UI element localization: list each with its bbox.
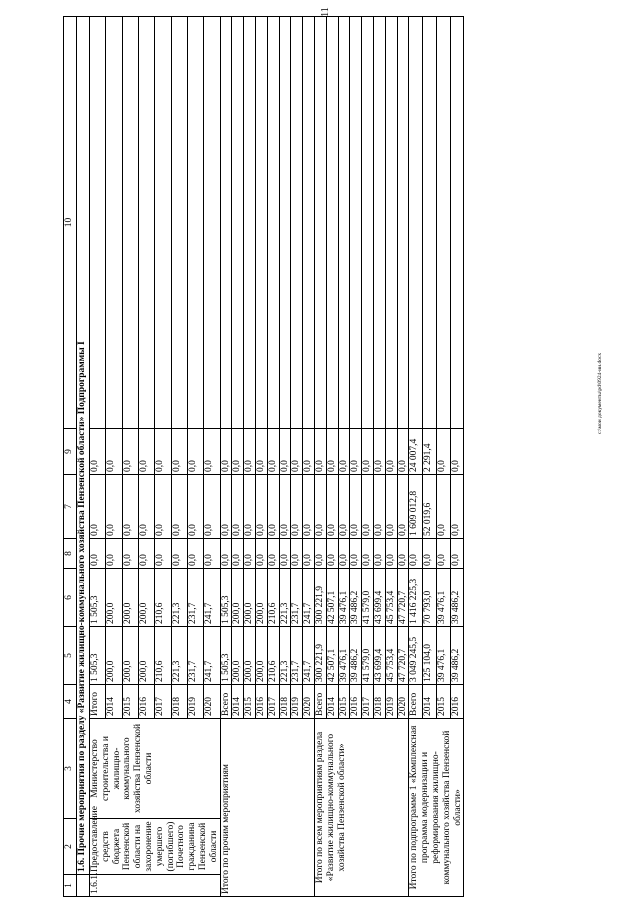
col5-value: 39 486,2 bbox=[450, 627, 464, 685]
col6-value: 200,0 bbox=[106, 569, 122, 627]
col10-value bbox=[326, 17, 338, 429]
col7-value: 0,0 bbox=[385, 475, 397, 539]
col10-value bbox=[279, 17, 291, 429]
year-cell: Всего bbox=[220, 685, 232, 719]
year-cell: 2018 bbox=[171, 685, 187, 719]
col10-value bbox=[122, 17, 138, 429]
col9-value: 2 291,4 bbox=[423, 429, 437, 475]
col5-value: 200,0 bbox=[138, 627, 154, 685]
col7-value: 0,0 bbox=[171, 475, 187, 539]
col8-value: 0,0 bbox=[90, 539, 106, 569]
col5-value: 39 476,1 bbox=[338, 627, 350, 685]
col5-value: 200,0 bbox=[255, 627, 267, 685]
column-number-9: 9 bbox=[64, 429, 77, 475]
col9-value: 0,0 bbox=[450, 429, 464, 475]
col10-value bbox=[423, 17, 437, 429]
col10-value bbox=[362, 17, 374, 429]
total-label: Итого по подпрограмме 1 «Комплексная программа модернизации и реформирования жилищно-коммунального хозяйства Пензенской области» bbox=[409, 719, 464, 897]
col8-value: 0,0 bbox=[373, 539, 385, 569]
col6-value: 200,0 bbox=[232, 569, 244, 627]
col9-value: 0,0 bbox=[436, 429, 450, 475]
col10-value bbox=[267, 17, 279, 429]
col8-value: 0,0 bbox=[232, 539, 244, 569]
col10-value bbox=[90, 17, 106, 429]
col7-value: 0,0 bbox=[138, 475, 154, 539]
col8-value: 0,0 bbox=[409, 539, 423, 569]
col7-value: 0,0 bbox=[155, 475, 171, 539]
col5-value: 3 049 245,5 bbox=[409, 627, 423, 685]
year-cell: 2014 bbox=[106, 685, 122, 719]
col7-value: 0,0 bbox=[338, 475, 350, 539]
col7-value: 0,0 bbox=[220, 475, 232, 539]
col8-value: 0,0 bbox=[106, 539, 122, 569]
col5-value: 125 104,0 bbox=[423, 627, 437, 685]
col6-value: 42 507,1 bbox=[326, 569, 338, 627]
col6-value: 200,0 bbox=[122, 569, 138, 627]
col7-value: 52 019,6 bbox=[423, 475, 437, 539]
col6-value: 241,7 bbox=[204, 569, 220, 627]
col9-value: 0,0 bbox=[314, 429, 326, 475]
col6-value: 39 476,1 bbox=[436, 569, 450, 627]
year-cell: 2016 bbox=[350, 685, 362, 719]
col5-value: 241,7 bbox=[204, 627, 220, 685]
col6-value: 43 699,4 bbox=[373, 569, 385, 627]
column-number-2: 2 bbox=[64, 819, 77, 875]
table-row bbox=[409, 17, 423, 897]
col7-value: 0,0 bbox=[373, 475, 385, 539]
col8-value: 0,0 bbox=[350, 539, 362, 569]
col8-value: 0,0 bbox=[423, 539, 437, 569]
year-cell: 2016 bbox=[255, 685, 267, 719]
col8-value: 0,0 bbox=[326, 539, 338, 569]
year-cell: 2018 bbox=[373, 685, 385, 719]
col10-value bbox=[187, 17, 203, 429]
table-row bbox=[220, 17, 232, 897]
col8-value: 0,0 bbox=[171, 539, 187, 569]
col10-value bbox=[244, 17, 256, 429]
col10-value bbox=[291, 17, 303, 429]
year-cell: 2020 bbox=[204, 685, 220, 719]
col7-value: 0,0 bbox=[204, 475, 220, 539]
col8-value: 0,0 bbox=[122, 539, 138, 569]
table-row bbox=[90, 17, 106, 897]
col5-value: 42 507,1 bbox=[326, 627, 338, 685]
col6-value: 300 221,9 bbox=[314, 569, 326, 627]
col8-value: 0,0 bbox=[187, 539, 203, 569]
col8-value: 0,0 bbox=[155, 539, 171, 569]
col10-value bbox=[232, 17, 244, 429]
col10-value bbox=[350, 17, 362, 429]
total-label: Итого по всем мероприятиям раздела «Развитие жилищно-коммунального хозяйства Пензенской области» bbox=[314, 719, 408, 897]
year-cell: 2014 bbox=[232, 685, 244, 719]
col7-value: 0,0 bbox=[362, 475, 374, 539]
column-number-4: 4 bbox=[64, 685, 77, 719]
column-number-7: 8 bbox=[64, 539, 77, 569]
col7-value: 0,0 bbox=[303, 475, 315, 539]
col9-value: 0,0 bbox=[326, 429, 338, 475]
col7-value: 0,0 bbox=[232, 475, 244, 539]
col10-value bbox=[155, 17, 171, 429]
col9-value: 0,0 bbox=[362, 429, 374, 475]
col9-value: 0,0 bbox=[220, 429, 232, 475]
col9-value: 0,0 bbox=[279, 429, 291, 475]
col10-value bbox=[450, 17, 464, 429]
col5-value: 221,3 bbox=[279, 627, 291, 685]
year-cell: 2015 bbox=[122, 685, 138, 719]
page-number: 11 bbox=[320, 7, 331, 17]
col8-value: 0,0 bbox=[314, 539, 326, 569]
col5-value: 300 221,9 bbox=[314, 627, 326, 685]
col10-value bbox=[106, 17, 122, 429]
section-header-row bbox=[77, 17, 90, 897]
year-cell: Итого bbox=[90, 685, 106, 719]
col9-value: 0,0 bbox=[255, 429, 267, 475]
col8-value: 0,0 bbox=[279, 539, 291, 569]
col10-value bbox=[436, 17, 450, 429]
column-number-header bbox=[64, 17, 77, 897]
col7-value: 0,0 bbox=[106, 475, 122, 539]
col9-value: 0,0 bbox=[90, 429, 106, 475]
col5-value: 200,0 bbox=[244, 627, 256, 685]
year-cell: 2017 bbox=[267, 685, 279, 719]
col5-value: 241,7 bbox=[303, 627, 315, 685]
col5-value: 210,6 bbox=[267, 627, 279, 685]
col5-value: 1 505,3 bbox=[90, 627, 106, 685]
year-cell: 2019 bbox=[385, 685, 397, 719]
col6-value: 1 505,3 bbox=[90, 569, 106, 627]
col6-value: 210,6 bbox=[155, 569, 171, 627]
col9-value: 0,0 bbox=[373, 429, 385, 475]
col10-value bbox=[373, 17, 385, 429]
col9-value: 0,0 bbox=[267, 429, 279, 475]
col8-value: 0,0 bbox=[204, 539, 220, 569]
col8-value: 0,0 bbox=[450, 539, 464, 569]
budget-table bbox=[63, 16, 464, 897]
col6-value: 70 793,0 bbox=[423, 569, 437, 627]
col6-value: 1 416 225,3 bbox=[409, 569, 423, 627]
col7-value: 0,0 bbox=[122, 475, 138, 539]
col5-value: 43 699,4 bbox=[373, 627, 385, 685]
col8-value: 0,0 bbox=[220, 539, 232, 569]
col9-value: 0,0 bbox=[122, 429, 138, 475]
year-cell: 2015 bbox=[244, 685, 256, 719]
year-cell: 2015 bbox=[338, 685, 350, 719]
col8-value: 0,0 bbox=[338, 539, 350, 569]
col10-value bbox=[338, 17, 350, 429]
col6-value: 45 753,4 bbox=[385, 569, 397, 627]
year-cell: 2014 bbox=[326, 685, 338, 719]
col6-value: 39 476,1 bbox=[338, 569, 350, 627]
year-cell: Всего bbox=[409, 685, 423, 719]
col9-value: 0,0 bbox=[338, 429, 350, 475]
col7-value: 0,0 bbox=[397, 475, 409, 539]
col6-value: 200,0 bbox=[255, 569, 267, 627]
col8-value: 0,0 bbox=[291, 539, 303, 569]
col6-value: 231,7 bbox=[291, 569, 303, 627]
col9-value: 0,0 bbox=[397, 429, 409, 475]
col6-value: 39 486,2 bbox=[350, 569, 362, 627]
col8-value: 0,0 bbox=[303, 539, 315, 569]
column-number-1: 1 bbox=[64, 875, 77, 897]
col5-value: 47 720,7 bbox=[397, 627, 409, 685]
col8-value: 0,0 bbox=[397, 539, 409, 569]
col6-value: 39 486,2 bbox=[450, 569, 464, 627]
item-number: 1.6.1. bbox=[90, 875, 221, 897]
col6-value: 200,0 bbox=[244, 569, 256, 627]
col7-value: 1 609 012,8 bbox=[409, 475, 423, 539]
year-cell: 2020 bbox=[397, 685, 409, 719]
col6-value: 221,3 bbox=[171, 569, 187, 627]
col6-value: 1 505,3 bbox=[220, 569, 232, 627]
col10-value bbox=[385, 17, 397, 429]
col9-value: 24 007,4 bbox=[409, 429, 423, 475]
col10-value bbox=[255, 17, 267, 429]
year-cell: 2019 bbox=[187, 685, 203, 719]
section-title: 1.6. Прочие мероприятия по разделу «Развитие жилищно-коммунального хозяйства Пензенской области» Подпрограммы I bbox=[77, 17, 90, 875]
col8-value: 0,0 bbox=[436, 539, 450, 569]
col8-value: 0,0 bbox=[385, 539, 397, 569]
col9-value: 0,0 bbox=[244, 429, 256, 475]
year-cell: 2017 bbox=[155, 685, 171, 719]
col6-value: 210,6 bbox=[267, 569, 279, 627]
col6-value: 47 720,7 bbox=[397, 569, 409, 627]
col7-value: 0,0 bbox=[255, 475, 267, 539]
col8-value: 0,0 bbox=[362, 539, 374, 569]
year-cell: 2018 bbox=[279, 685, 291, 719]
col5-value: 200,0 bbox=[232, 627, 244, 685]
item-name: Предоставление средств бюджета Пензенской области на захоронение умершего (погибшего) Почетного гражданина Пензенской области bbox=[90, 819, 221, 875]
col7-value: 0,0 bbox=[314, 475, 326, 539]
table-body bbox=[77, 17, 464, 897]
col10-value bbox=[171, 17, 187, 429]
year-cell: Всего bbox=[314, 685, 326, 719]
col7-value: 0,0 bbox=[187, 475, 203, 539]
col9-value: 0,0 bbox=[204, 429, 220, 475]
col9-value: 0,0 bbox=[291, 429, 303, 475]
column-number-8: 7 bbox=[64, 475, 77, 539]
col5-value: 231,7 bbox=[187, 627, 203, 685]
year-cell: 2017 bbox=[362, 685, 374, 719]
year-cell: 2020 bbox=[303, 685, 315, 719]
col9-value: 0,0 bbox=[385, 429, 397, 475]
year-cell: 2015 bbox=[436, 685, 450, 719]
col9-value: 0,0 bbox=[171, 429, 187, 475]
col7-value: 0,0 bbox=[436, 475, 450, 539]
total-label: Итого по прочим мероприятиям bbox=[220, 719, 314, 897]
table-row bbox=[314, 17, 326, 897]
col5-value: 231,7 bbox=[291, 627, 303, 685]
column-number-10: 10 bbox=[64, 17, 77, 429]
col7-value: 0,0 bbox=[90, 475, 106, 539]
col10-value bbox=[303, 17, 315, 429]
year-cell: 2016 bbox=[450, 685, 464, 719]
col10-value bbox=[220, 17, 232, 429]
col8-value: 0,0 bbox=[255, 539, 267, 569]
col10-value bbox=[204, 17, 220, 429]
col5-value: 200,0 bbox=[106, 627, 122, 685]
rotated-page-content bbox=[63, 17, 583, 897]
col6-value: 241,7 bbox=[303, 569, 315, 627]
col7-value: 0,0 bbox=[279, 475, 291, 539]
col10-value bbox=[138, 17, 154, 429]
col7-value: 0,0 bbox=[291, 475, 303, 539]
col5-value: 221,3 bbox=[171, 627, 187, 685]
col5-value: 1 505,3 bbox=[220, 627, 232, 685]
footer-file-path: c:\мои документы\pd\0924-ии.docx bbox=[597, 352, 603, 434]
col9-value: 0,0 bbox=[155, 429, 171, 475]
col6-value: 200,0 bbox=[138, 569, 154, 627]
col5-value: 39 476,1 bbox=[436, 627, 450, 685]
col9-value: 0,0 bbox=[106, 429, 122, 475]
column-number-3: 3 bbox=[64, 719, 77, 819]
col8-value: 0,0 bbox=[138, 539, 154, 569]
col5-value: 45 753,4 bbox=[385, 627, 397, 685]
col9-value: 0,0 bbox=[303, 429, 315, 475]
col7-value: 0,0 bbox=[244, 475, 256, 539]
col5-value: 210,6 bbox=[155, 627, 171, 685]
col9-value: 0,0 bbox=[187, 429, 203, 475]
col9-value: 0,0 bbox=[350, 429, 362, 475]
col7-value: 0,0 bbox=[267, 475, 279, 539]
year-cell: 2016 bbox=[138, 685, 154, 719]
column-number-5: 5 bbox=[64, 627, 77, 685]
year-cell: 2014 bbox=[423, 685, 437, 719]
col7-value: 0,0 bbox=[350, 475, 362, 539]
col9-value: 0,0 bbox=[232, 429, 244, 475]
col5-value: 200,0 bbox=[122, 627, 138, 685]
col5-value: 41 579,0 bbox=[362, 627, 374, 685]
col8-value: 0,0 bbox=[267, 539, 279, 569]
col10-value bbox=[409, 17, 423, 429]
col6-value: 221,3 bbox=[279, 569, 291, 627]
col6-value: 231,7 bbox=[187, 569, 203, 627]
col8-value: 0,0 bbox=[244, 539, 256, 569]
col9-value: 0,0 bbox=[138, 429, 154, 475]
section-header-empty-cell bbox=[77, 875, 90, 897]
col7-value: 0,0 bbox=[450, 475, 464, 539]
column-number-6: 6 bbox=[64, 569, 77, 627]
col6-value: 41 579,0 bbox=[362, 569, 374, 627]
col5-value: 39 486,2 bbox=[350, 627, 362, 685]
item-executor: Министерство строительства и жилищно-коммунального хозяйства Пензенской области bbox=[90, 719, 221, 819]
col10-value bbox=[397, 17, 409, 429]
col7-value: 0,0 bbox=[326, 475, 338, 539]
col10-value bbox=[314, 17, 326, 429]
year-cell: 2019 bbox=[291, 685, 303, 719]
